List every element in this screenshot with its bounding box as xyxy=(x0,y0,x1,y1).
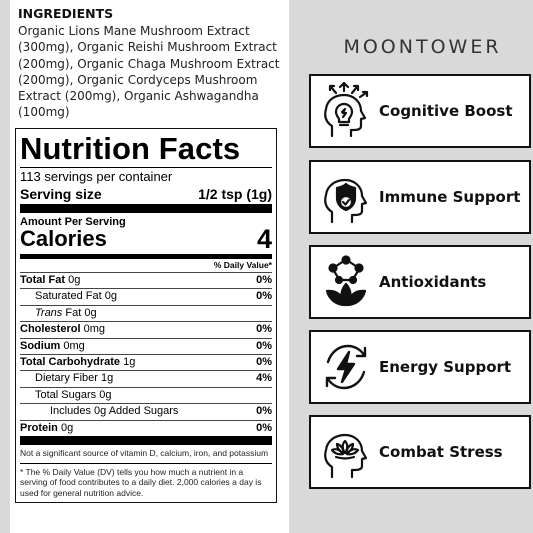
nutrient-dv: 0% xyxy=(256,421,272,434)
nutrient-label: Cholesterol xyxy=(20,323,81,336)
serving-size-label: Serving size xyxy=(20,186,102,202)
benefit-card-energy xyxy=(309,330,531,404)
nutrient-label: Protein xyxy=(20,421,58,434)
nutrient-amount: 0g xyxy=(99,388,112,401)
nutrient-dv: 0% xyxy=(256,356,272,369)
leaf-molecule-icon xyxy=(315,251,377,313)
nutrient-label: Saturated Fat xyxy=(35,290,102,303)
nutrient-row-sodium xyxy=(20,338,272,354)
nutrient-dv: 0% xyxy=(256,290,272,303)
nutrient-label: Includes 0g Added Sugars xyxy=(50,405,179,418)
nutrient-amount: 0g xyxy=(60,421,74,434)
daily-value-header: % Daily Value* xyxy=(213,260,272,270)
nutrient-row-added-sugars xyxy=(20,403,272,419)
nutrient-row-protein xyxy=(20,420,272,436)
nutrient-label: Total Fat xyxy=(20,274,66,286)
nutrient-amount: Fat 0g xyxy=(65,306,97,319)
benefit-label: Antioxidants xyxy=(379,273,487,291)
amount-per-serving: Amount Per Serving xyxy=(20,216,126,228)
footnote-daily-value: * The % Daily Value (DV) tells you how much a nutrient in a serving of food contributes to a daily diet. 2,000 calories a day is used for general nutrition advice. xyxy=(20,463,272,503)
nutrient-amount: 0g xyxy=(68,274,81,286)
calories-row xyxy=(20,226,272,252)
brand-name: MOONTOWER xyxy=(343,36,502,58)
nutrient-dv: 4% xyxy=(256,372,272,385)
nutrient-dv: 0% xyxy=(256,323,272,336)
nutrient-row-total-carbohydrate xyxy=(20,354,272,370)
serving-size-value: 1/2 tsp (1g) xyxy=(198,186,272,202)
brain-bulb-icon xyxy=(315,80,377,142)
serving-size-row xyxy=(20,185,272,203)
lightning-cycle-icon xyxy=(315,336,377,398)
nutrient-amount: 0mg xyxy=(83,323,105,336)
nutrient-dv: 0% xyxy=(256,339,272,352)
nutrient-row-trans-fat xyxy=(20,305,272,321)
nutrient-row-dietary-fiber xyxy=(20,370,272,386)
nutrient-row-total-fat xyxy=(20,272,272,288)
calories-label: Calories xyxy=(20,226,107,251)
benefit-label: Immune Support xyxy=(379,188,521,206)
nutrition-facts-title: Nutrition Facts xyxy=(20,131,241,166)
nutrient-row-total-sugars xyxy=(20,387,272,403)
lotus-head-icon xyxy=(315,421,377,483)
benefit-card-stress xyxy=(309,415,531,489)
benefit-label: Cognitive Boost xyxy=(379,102,513,120)
nutrient-amount: 1g xyxy=(123,356,136,369)
benefit-card-immune xyxy=(309,160,531,234)
shield-check-icon xyxy=(315,166,377,228)
ingredients-list: Organic Lions Mane Mushroom Extract (300mg), Organic Reishi Mushroom Extract (200mg), Organic Chaga Mushroom Extract (200mg), Organic Cordyceps Mushroom Extract (200mg), Organic Ashwagandha (100mg) xyxy=(18,24,280,120)
nutrient-amount: 0mg xyxy=(63,339,85,352)
nutrient-row-saturated-fat xyxy=(20,288,272,304)
ingredients-section xyxy=(18,6,280,121)
ingredients-title: INGREDIENTS xyxy=(18,6,114,21)
nutrient-dv: 0% xyxy=(256,405,272,418)
servings-per-container: 113 servings per container xyxy=(20,169,173,184)
nutrient-label: Dietary Fiber xyxy=(35,372,98,385)
nutrient-label: Total Sugars xyxy=(35,388,97,401)
nutrient-amount: 0g xyxy=(104,290,117,303)
benefit-label: Combat Stress xyxy=(379,443,503,461)
nutrient-dv: 0% xyxy=(256,274,272,286)
calories-value: 4 xyxy=(256,224,272,254)
footnote-nutrients: Not a significant source of vitamin D, calcium, iron, and potassium xyxy=(20,448,269,459)
nutrient-label: Trans xyxy=(35,306,63,319)
nutrient-row-cholesterol xyxy=(20,321,272,337)
benefit-card-cognitive xyxy=(309,74,531,148)
nutrient-label: Sodium xyxy=(20,339,61,352)
nutrition-facts-panel xyxy=(15,128,277,503)
nutrient-amount: 1g xyxy=(101,372,114,385)
benefit-card-antioxidants xyxy=(309,245,531,319)
nutrient-label: Total Carbohydrate xyxy=(20,356,121,369)
benefit-label: Energy Support xyxy=(379,358,512,376)
